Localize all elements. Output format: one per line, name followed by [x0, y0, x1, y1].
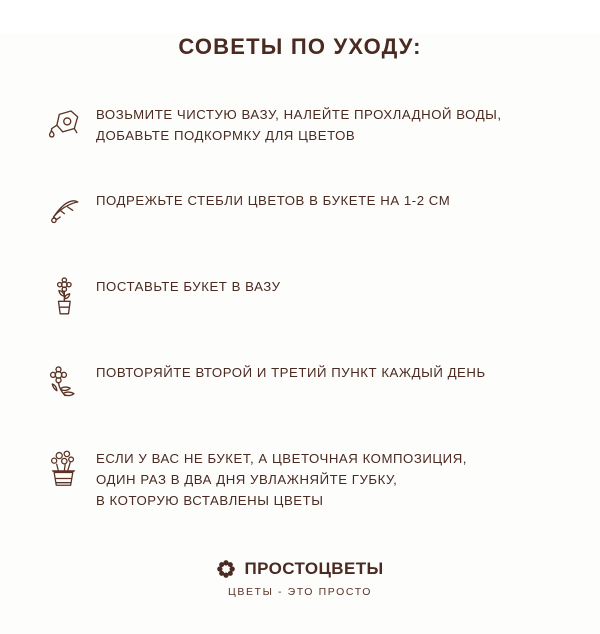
flower-with-leaves-icon [36, 356, 96, 412]
watering-can-icon [36, 98, 96, 154]
footer [0, 559, 600, 598]
page-title: СОВЕТЫ ПО УХОДУ: [178, 34, 422, 59]
brand-name: ПРОСТОЦВЕТЫ [244, 559, 384, 578]
list-item-text: ПОДРЕЖЬТЕ СТЕБЛИ ЦВЕТОВ В БУКЕТЕ НА 1-2 СМ [96, 193, 451, 208]
list-item-text: ПОСТАВЬТЕ БУКЕТ В ВАЗУ [96, 279, 281, 294]
brand-logo [0, 559, 600, 579]
list-item [36, 98, 560, 154]
list-item [36, 270, 560, 326]
list-item-text: ВОЗЬМИТЕ ЧИСТУЮ ВАЗУ, НАЛЕЙТЕ ПРОХЛАДНОЙ ВОДЫ, ДОБАВЬТЕ ПОДКОРМКУ ДЛЯ ЦВЕТОВ [96, 107, 502, 143]
list-item [36, 184, 560, 240]
brand-tagline: ЦВЕТЫ - ЭТО ПРОСТО [227, 586, 373, 598]
list-item-text: ПОВТОРЯЙТЕ ВТОРОЙ И ТРЕТИЙ ПУНКТ КАЖДЫЙ ДЕНЬ [96, 365, 486, 380]
list-item [36, 356, 560, 412]
list-item-text: ЕСЛИ У ВАС НЕ БУКЕТ, А ЦВЕТОЧНАЯ КОМПОЗИЦИЯ, ОДИН РАЗ В ДВА ДНЯ УВЛАЖНЯЙТЕ ГУБКУ, В КОТОРУЮ ВСТАВЛЕНЫ ЦВЕТЫ [96, 451, 467, 508]
list-item [36, 442, 560, 511]
flower-logo-icon [216, 559, 236, 579]
flower-pot-arrangement-icon [36, 442, 96, 498]
pruning-shears-icon [36, 184, 96, 240]
flower-in-vase-icon [36, 270, 96, 326]
care-tips-page [0, 34, 600, 634]
tips-list [0, 98, 600, 511]
